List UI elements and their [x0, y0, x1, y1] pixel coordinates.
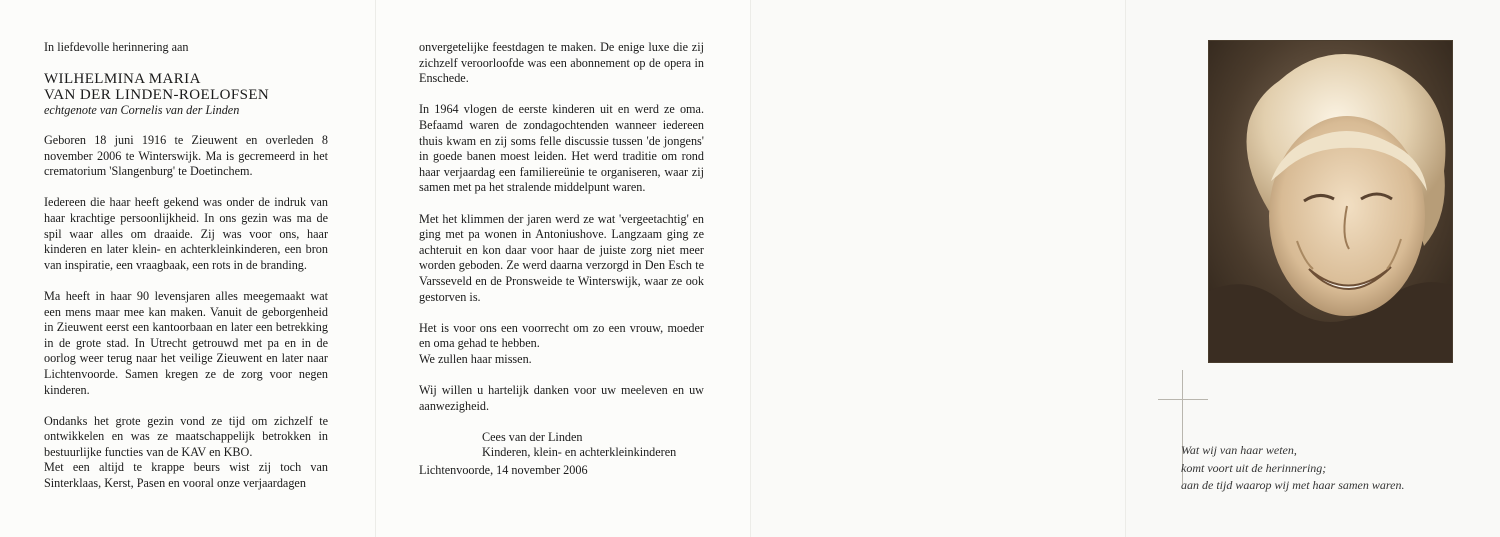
portrait-image: [1209, 41, 1452, 362]
paragraph: onvergetelijke feestdagen te maken. De enige luxe die zij zichzelf veroorloofde was een abonnement op de opera in Enschede.: [419, 40, 704, 86]
paragraph: Ma heeft in haar 90 levensjaren alles meegemaakt wat een mens maar mee kan maken. Vanuit de geborgenheid in Zieuwent eerst een kantoorbaan en later een betrekking in de grote stad. In Utrecht getrouwd met pa en in de oorlog weer terug naar het veilige Zieuwent en later naar Lichtenvoorde. Samen kregen ze de zorg voor negen kinderen.: [44, 288, 328, 397]
place-date: Lichtenvoorde, 14 november 2006: [419, 463, 588, 478]
paragraph: Met het klimmen der jaren werd ze wat 'vergeetachtig' en ging met pa wonen in Antoniushove. Langzaam ging ze achteruit en kon daar voor haar de juiste zorg niet meer worden geboden. Ze werd daarna verzorgd in Den Esch te Varsseveld en de Pronsweide te Winterswijk, waar ze ook gestorven is.: [419, 211, 704, 304]
poem: [1181, 442, 1404, 495]
biography-middle: [419, 40, 704, 479]
poem-line: aan de tijd waarop wij met haar samen waren.: [1181, 478, 1405, 492]
poem-line: Wat wij van haar weten,: [1181, 443, 1297, 457]
signature-line: Kinderen, klein- en achterkleinkinderen: [482, 445, 677, 460]
paragraph: Iedereen die haar heeft gekend was onder de indruk van haar krachtige persoonlijkheid. In ons gezin was ma de spil waar alles om draaide. Zij was voor ons, haar kinderen en later klein- en achterkleinkinderen, een bron van inspiratie, een vraagbaak, een rots in de branding.: [44, 195, 328, 272]
paragraph: Geboren 18 juni 1916 te Zieuwent en overleden 8 november 2006 te Winterswijk. Ma is gecremeerd in het crematorium 'Slangenburg' te Doetinchem.: [44, 133, 328, 179]
closing-line: We zullen haar missen.: [419, 351, 532, 366]
paragraph: In 1964 vlogen de eerste kinderen uit en werd ze oma. Befaamd waren de zondagochtenden wanneer iedereen thuis kwam en zij soms felle discussie tussen 'de jongens' in goede banen moest leiden. Het werd traditie om rond haar verjaardag een familiereünie te organiseren, waar zij samen met pa het stralende middelpunt waren.: [419, 102, 704, 195]
paragraph: Ondanks het grote gezin vond ze tijd om zichzelf te ontwikkelen en was ze maatschappelijk betrokken in bestuurlijke functies van de KAV en KBO.: [44, 413, 328, 459]
spouse-line: echtgenote van Cornelis van der Linden: [44, 103, 240, 117]
intro-text: In liefdevolle herinnering aan: [44, 40, 189, 54]
signature-line: Cees van der Linden: [482, 429, 583, 444]
closing-line: Het is voor ons een voorrecht om zo een vrouw, moeder en oma gehad te hebben.: [419, 320, 704, 351]
deceased-name-block: [44, 71, 328, 119]
biography-left: [44, 133, 328, 492]
fold-line: [375, 0, 376, 537]
poem-line: komt voort uit de herinnering;: [1181, 460, 1327, 475]
fold-line: [750, 0, 751, 537]
deceased-name-line1: WILHELMINA MARIA: [44, 71, 201, 87]
cross-horizontal: [1158, 399, 1208, 400]
intro-line: [44, 40, 328, 56]
panel-blank: [750, 0, 1125, 537]
thanks-paragraph: Wij willen u hartelijk danken voor uw meeleven en uw aanwezigheid.: [419, 383, 704, 413]
fold-line: [1125, 0, 1126, 537]
paragraph: Met een altijd te krappe beurs wist zij toch van Sinterklaas, Kerst, Pasen en vooral onze verjaardagen: [44, 460, 328, 491]
deceased-name-line2: VAN DER LINDEN-ROELOFSEN: [44, 87, 270, 103]
portrait-photo: [1208, 40, 1453, 363]
